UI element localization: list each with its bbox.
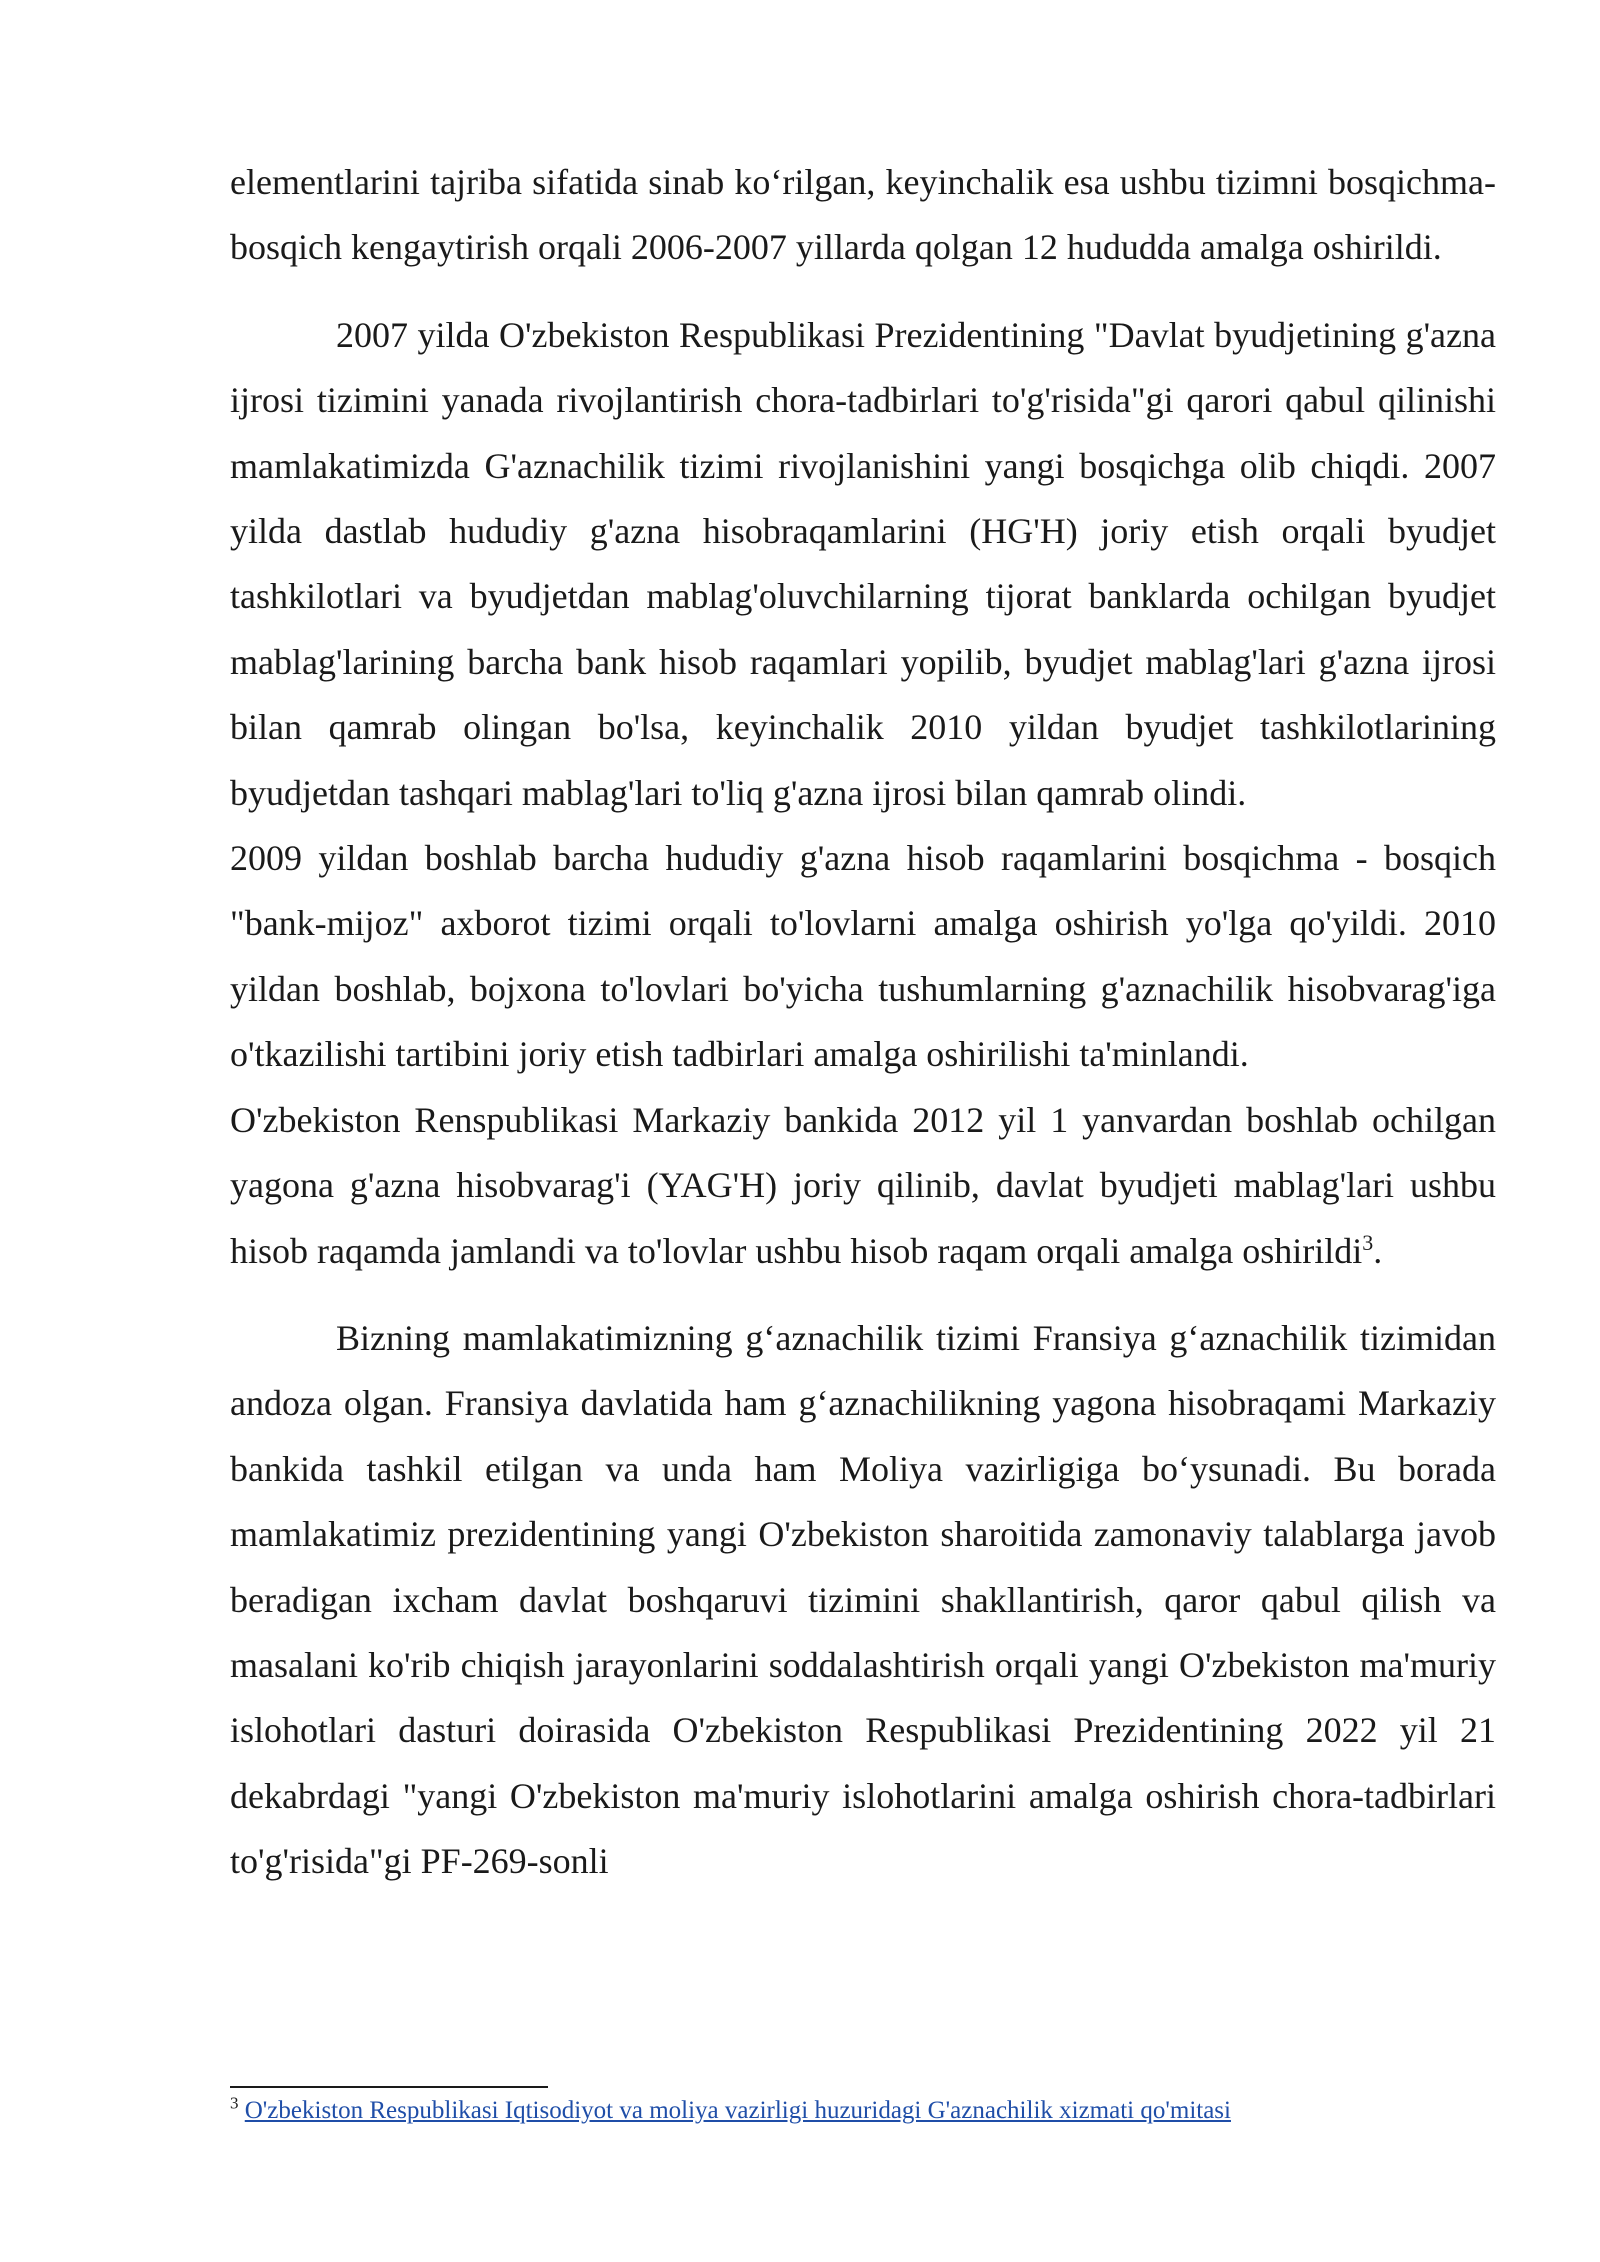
paragraph-5: Bizning mamlakatimizning g‘aznachilik tizimi Fransiya g‘aznachilik tizimidan andoza olgan. Fransiya davlatida ham g‘aznachilikning yagona hisobraqami Markaziy bankida tashkil etilgan va unda ham Moliya vazirligiga bo‘ysunadi. Bu borada mamlakatimiz prezidentining yangi O'zbekiston sharoitida zamonaviy talablarga javob beradigan ixcham davlat boshqaruvi tizimini shakllantirish, qaror qabul qilish va masalani ko'rib chiqish jarayonlarini soddalashtirish orqali yangi O'zbekiston ma'muriy islohotlari dasturi doirasida O'zbekiston Respublikasi Prezidentining 2022 yil 21 dekabrdagi "yangi O'zbekiston ma'muriy islohotlarini amalga oshirish chora-tadbirlari to'g'risida"gi PF-269-sonli — [230, 1317, 1496, 1882]
footnote-number: 3 — [230, 2093, 239, 2113]
footnote-separator — [230, 2086, 548, 2088]
footnote — [230, 2094, 1496, 2128]
paragraph-4-end: . — [1373, 1230, 1383, 1271]
paragraph-4-text: O'zbekiston Renspublikasi Markaziy bankida 2012 yil 1 yanvardan boshlab ochilgan yagona g'azna hisobvarag'i (YAG'H) joriy qilinib, davlat byudjeti mablag'lari ushbu hisob raqamda jamlandi va to'lovlar ushbu hisob raqam orqali amalga oshirildi — [230, 1099, 1496, 1271]
footnote-link[interactable]: O'zbekiston Respublikasi Iqtisodiyot va moliya vazirligi huzuridagi G'aznachilik xizmati qo'mitasi — [244, 2097, 1231, 2124]
paragraph-1: elementlarini tajriba sifatida sinab ko‘rilgan, keyinchalik esa ushbu tizimni bosqichma-bosqich kengaytirish orqali 2006-2007 yillarda qolgan 12 hududda amalga oshirildi. — [230, 162, 1496, 268]
paragraph-3: 2009 yildan boshlab barcha hududiy g'azna hisob raqamlarini bosqichma - bosqich "bank-mijoz" axborot tizimi orqali to'lovlarni amalga oshirish yo'lga qo'yildi. 2010 yildan boshlab, bojxona to'lovlari bo'yicha tushumlarning g'aznachilik hisobvarag'iga o'tkazilishi tartibini joriy etish tadbirlari amalga oshirilishi ta'minlandi. — [230, 838, 1496, 1075]
document-page — [230, 150, 1496, 1895]
footnote-reference[interactable]: 3 — [1362, 1229, 1374, 1255]
paragraph-4 — [230, 1088, 1496, 1284]
paragraph-2: 2007 yilda O'zbekiston Respublikasi Prezidentining "Davlat byudjetining g'azna ijrosi tizimini yanada rivojlantirish chora-tadbirlari to'g'risida"gi qarori qabul qilinishi mamlakatimizda G'aznachilik tizimi rivojlanishini yangi bosqichga olib chiqdi. 2007 yilda dastlab hududiy g'azna hisobraqamlarini (HG'H) joriy etish orqali byudjet tashkilotlari va byudjetdan mablag'oluvchilarning tijorat banklarda ochilgan byudjet mablag'larining barcha bank hisob raqamlari yopilib, byudjet mablag'lari g'azna ijrosi bilan qamrab olingan bo'lsa, keyinchalik 2010 yildan byudjet tashkilotlarining byudjetdan tashqari mablag'lari to'liq g'azna ijrosi bilan qamrab olindi. — [230, 314, 1496, 813]
